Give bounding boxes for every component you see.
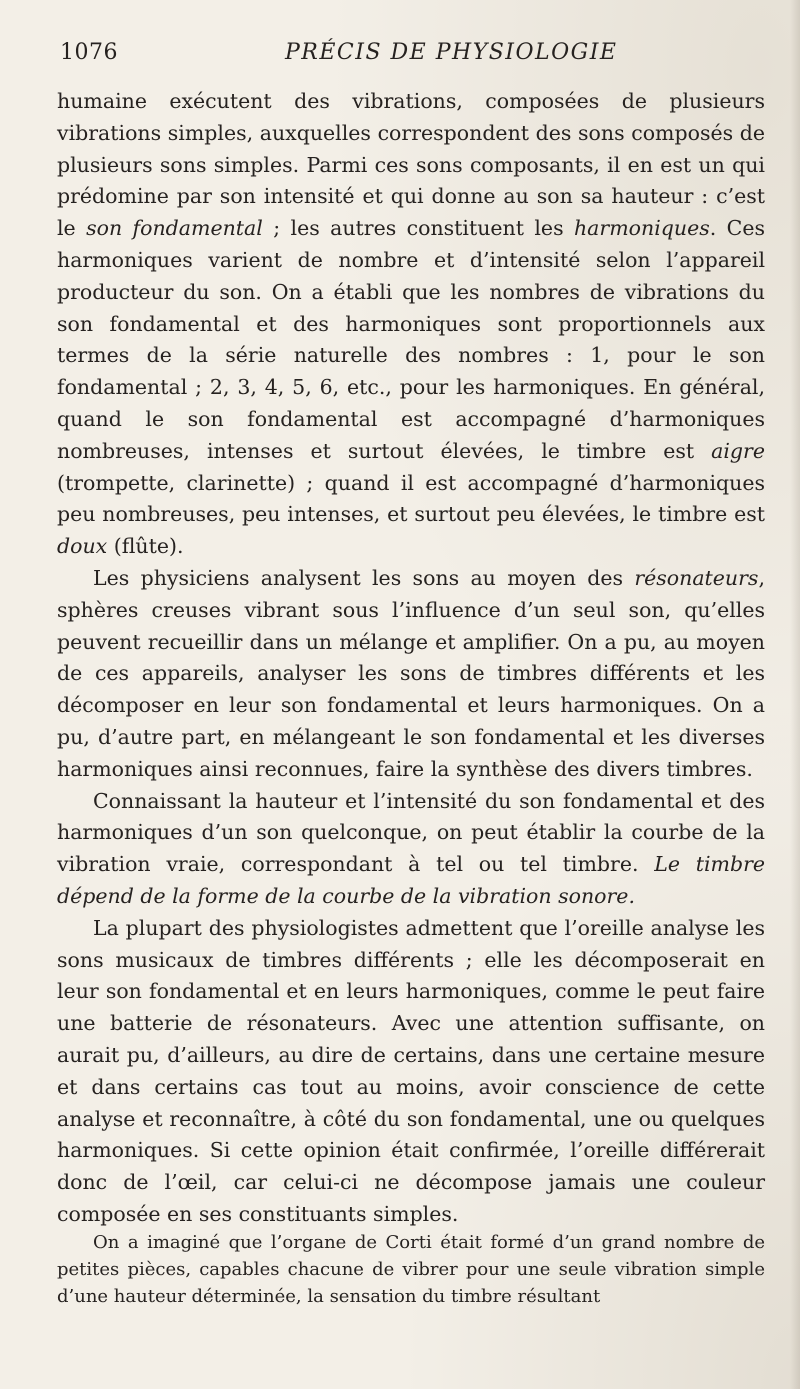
text-segment: , sphères creuses vibrant sous l’influence d’un seul son, qu’elles peuvent recueillir dans un mélange et amplifier. On a pu, au moyen de ces appareils, analyser les sons de timbres différents et les décomposer en leur son fondamental et leurs harmoniques. On a pu, d’autre part, en mélangeant le son fondamental et les diverses harmoniques ainsi reconnues, faire la synthèse des divers timbres. <box>57 565 765 781</box>
footnote-paragraph: On a imaginé que l’organe de Corti était formé d’un grand nombre de petites pièces, capables chacune de vibrer pour une seule vibration simple d’une hauteur déterminée, la sensation du timbre résultant <box>57 1232 765 1307</box>
text-segment: La plupart des physiologistes admettent que l’oreille analyse les sons musicaux de timbres différents ; elle les décomposerait en leur son fondamental et en leurs harmoniques, comme le peut faire une batterie de résonateurs. Avec une attention suffisante, on aurait pu, d’ailleurs, au dire de certains, dans une certaine mesure et dans certains cas tout au moins, avoir conscience de cette analyse et reconnaître, à côté du son fondamental, une ou quelques harmoniques. Si cette opinion était confirmée, l’oreille différerait donc de l’œil, car celui-ci ne décompose jamais une couleur composée en ses constituants simples. <box>57 915 765 1226</box>
running-title: PRÉCIS DE PHYSIOLOGIE <box>285 40 618 65</box>
italic-term: son fondamental <box>86 216 263 241</box>
italic-term: harmoniques <box>573 216 710 241</box>
italic-sentence: Le timbre dépend de la forme de la courbe de la vibration sonore. <box>57 852 765 908</box>
paragraph <box>57 86 765 563</box>
page-header <box>60 40 760 80</box>
text-segment: ; les autres constituent les <box>262 216 574 241</box>
paragraph <box>57 786 765 913</box>
italic-term: doux <box>57 534 108 559</box>
text-segment: . Ces harmoniques varient de nombre et d’intensité selon l’appareil producteur du son. On a établi que les nombres de vibrations du son fondamental et des harmoniques sont proportionnels aux termes de la série naturelle des nombres : 1, pour le son fondamental ; 2, 3, 4, 5, 6, etc., pour les harmoniques. En général, quand le son fondamental est accompagné d’harmoniques nombreuses, intenses et surtout élevées, le timbre est <box>57 216 765 463</box>
italic-term: aigre <box>711 438 765 463</box>
page-number: 1076 <box>60 40 118 65</box>
text-segment: (flûte). <box>107 534 184 559</box>
body-text <box>57 86 765 1231</box>
italic-term: résonateurs <box>634 565 759 590</box>
text-segment: Les physiciens analysent les sons au moyen des <box>93 565 635 590</box>
page-edge-shadow <box>790 0 800 1389</box>
paragraph <box>57 563 765 786</box>
text-segment: Connaissant la hauteur et l’intensité du son fondamental et des harmoniques d’un son quelconque, on peut établir la courbe de la vibration vraie, correspondant à tel ou tel timbre. <box>57 788 765 877</box>
text-segment: humaine exécutent des vibrations, composées de plusieurs vibrations simples, auxquelles correspondent des sons composés de plusieurs sons simples. Parmi ces sons composants, il en est un qui prédomine par son intensité et qui donne au son sa hauteur : c’est le <box>57 89 765 241</box>
paragraph <box>57 913 765 1231</box>
text-segment: (trompette, clarinette) ; quand il est accompagné d’harmoniques peu nombreuses, peu intenses, et surtout peu élevées, le timbre est <box>57 470 765 527</box>
